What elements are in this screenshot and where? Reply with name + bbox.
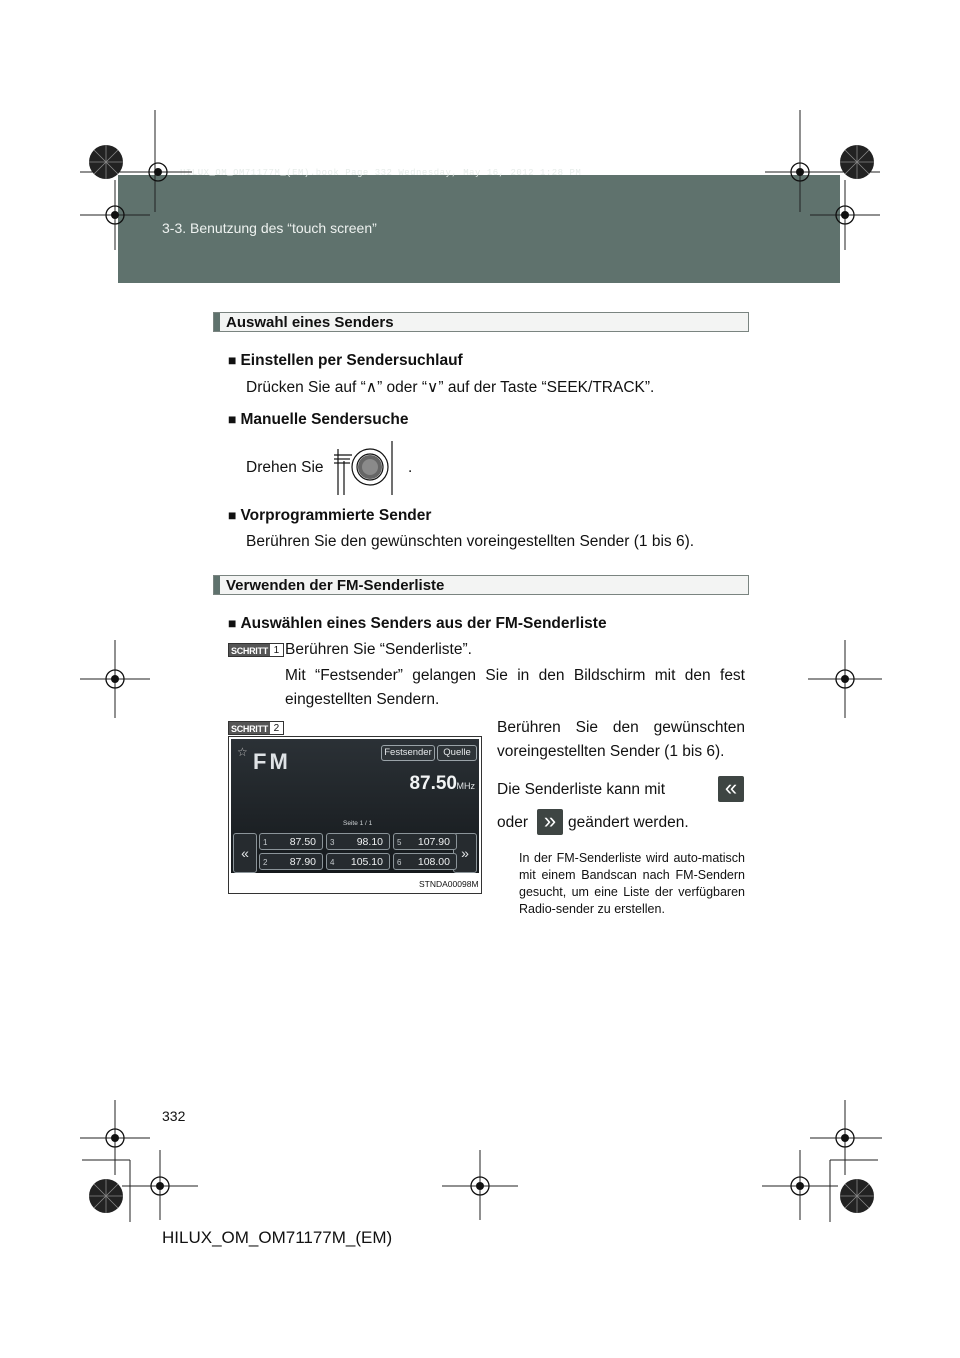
page-number: 332 <box>162 1108 186 1124</box>
subheading-vorprogrammierte: ■ Vorprogrammierte Sender <box>228 507 432 524</box>
figure-code: STNDA00098M <box>419 879 479 889</box>
text-sendersuchlauf: Drücken Sie auf “∧” oder “∨” auf der Taste “SEEK/TRACK”. <box>246 379 655 396</box>
preset-button[interactable]: 6 108.00 <box>393 853 457 870</box>
print-line: HILUX_OM_OM71177M_(EM).book Page 332 Wednesday, May 16, 2012 1:28 PM <box>180 168 582 178</box>
preset-button[interactable]: 2 87.90 <box>259 853 323 870</box>
section-breadcrumb: 3-3. Benutzung des “touch screen” <box>162 220 377 236</box>
preset-prev-button[interactable]: « <box>233 833 257 873</box>
step2-note: In der FM-Senderliste wird auto-matisch mit einem Bandscan nach FM-Sendern gesucht, um eine Liste der verfügbaren Radio-sender zu erstellen. <box>519 851 745 916</box>
step2-text2-before: Die Senderliste kann mit <box>497 781 665 798</box>
section-title-fm-senderliste: Verwenden der FM-Senderliste <box>213 575 749 595</box>
band-label: FM <box>253 749 291 774</box>
preset-button[interactable]: 3 98.10 <box>326 833 390 850</box>
step1-text: Berühren Sie “Senderliste”. <box>285 641 472 658</box>
preset-button[interactable]: 1 87.50 <box>259 833 323 850</box>
step-badge-1: SCHRITT 1 <box>228 643 284 657</box>
quelle-button[interactable]: Quelle <box>437 745 477 761</box>
double-chevron-left-icon: « <box>718 776 744 802</box>
page-indicator: Seite 1 / 1 <box>343 820 373 827</box>
tune-knob-illustration <box>334 439 396 495</box>
bullet-square-icon: ■ <box>228 615 237 631</box>
step1-note: Mit “Festsender” gelangen Sie in den Bildschirm mit den fest eingestellten Sendern. <box>285 667 745 708</box>
step-badge-2: SCHRITT 2 <box>228 721 284 735</box>
double-chevron-right-icon: » <box>537 809 563 835</box>
fm-screen-illustration <box>228 736 482 894</box>
subheading-sendersuchlauf: ■ Einstellen per Sendersuchlauf <box>228 352 463 369</box>
step2-text2-after: geändert werden. <box>568 814 689 831</box>
step2-text: Berühren Sie den gewünschten voreingestellten Sender (1 bis 6). <box>497 719 745 760</box>
step2-text2-mid: oder <box>497 814 529 831</box>
preset-button[interactable]: 5 107.90 <box>393 833 457 850</box>
preset-area <box>233 831 477 871</box>
subheading-auswaehlen: ■ Auswählen eines Senders aus der FM-Senderliste <box>228 615 607 632</box>
subheading-manuelle: ■ Manuelle Sendersuche <box>228 411 409 428</box>
frequency-unit: MHz <box>456 781 475 791</box>
frequency-readout: 87.50 <box>409 773 457 794</box>
radio-display <box>231 739 479 873</box>
footer-code: HILUX_OM_OM71177M_(EM) <box>162 1228 393 1247</box>
text-vorprogrammierte: Berühren Sie den gewünschten voreingestellten Sender (1 bis 6). <box>246 533 695 550</box>
festsender-button[interactable]: Festsender <box>381 745 435 761</box>
text-period: . <box>408 459 413 476</box>
preset-button[interactable]: 4 105.10 <box>326 853 390 870</box>
preset-next-button[interactable]: » <box>453 833 477 873</box>
bullet-square-icon: ■ <box>228 352 237 368</box>
bullet-square-icon: ■ <box>228 411 237 427</box>
antenna-icon: ☆ <box>237 745 248 759</box>
text-drehen-sie: Drehen Sie <box>246 459 324 476</box>
section-title-auswahl: Auswahl eines Senders <box>213 312 749 332</box>
bullet-square-icon: ■ <box>228 507 237 523</box>
